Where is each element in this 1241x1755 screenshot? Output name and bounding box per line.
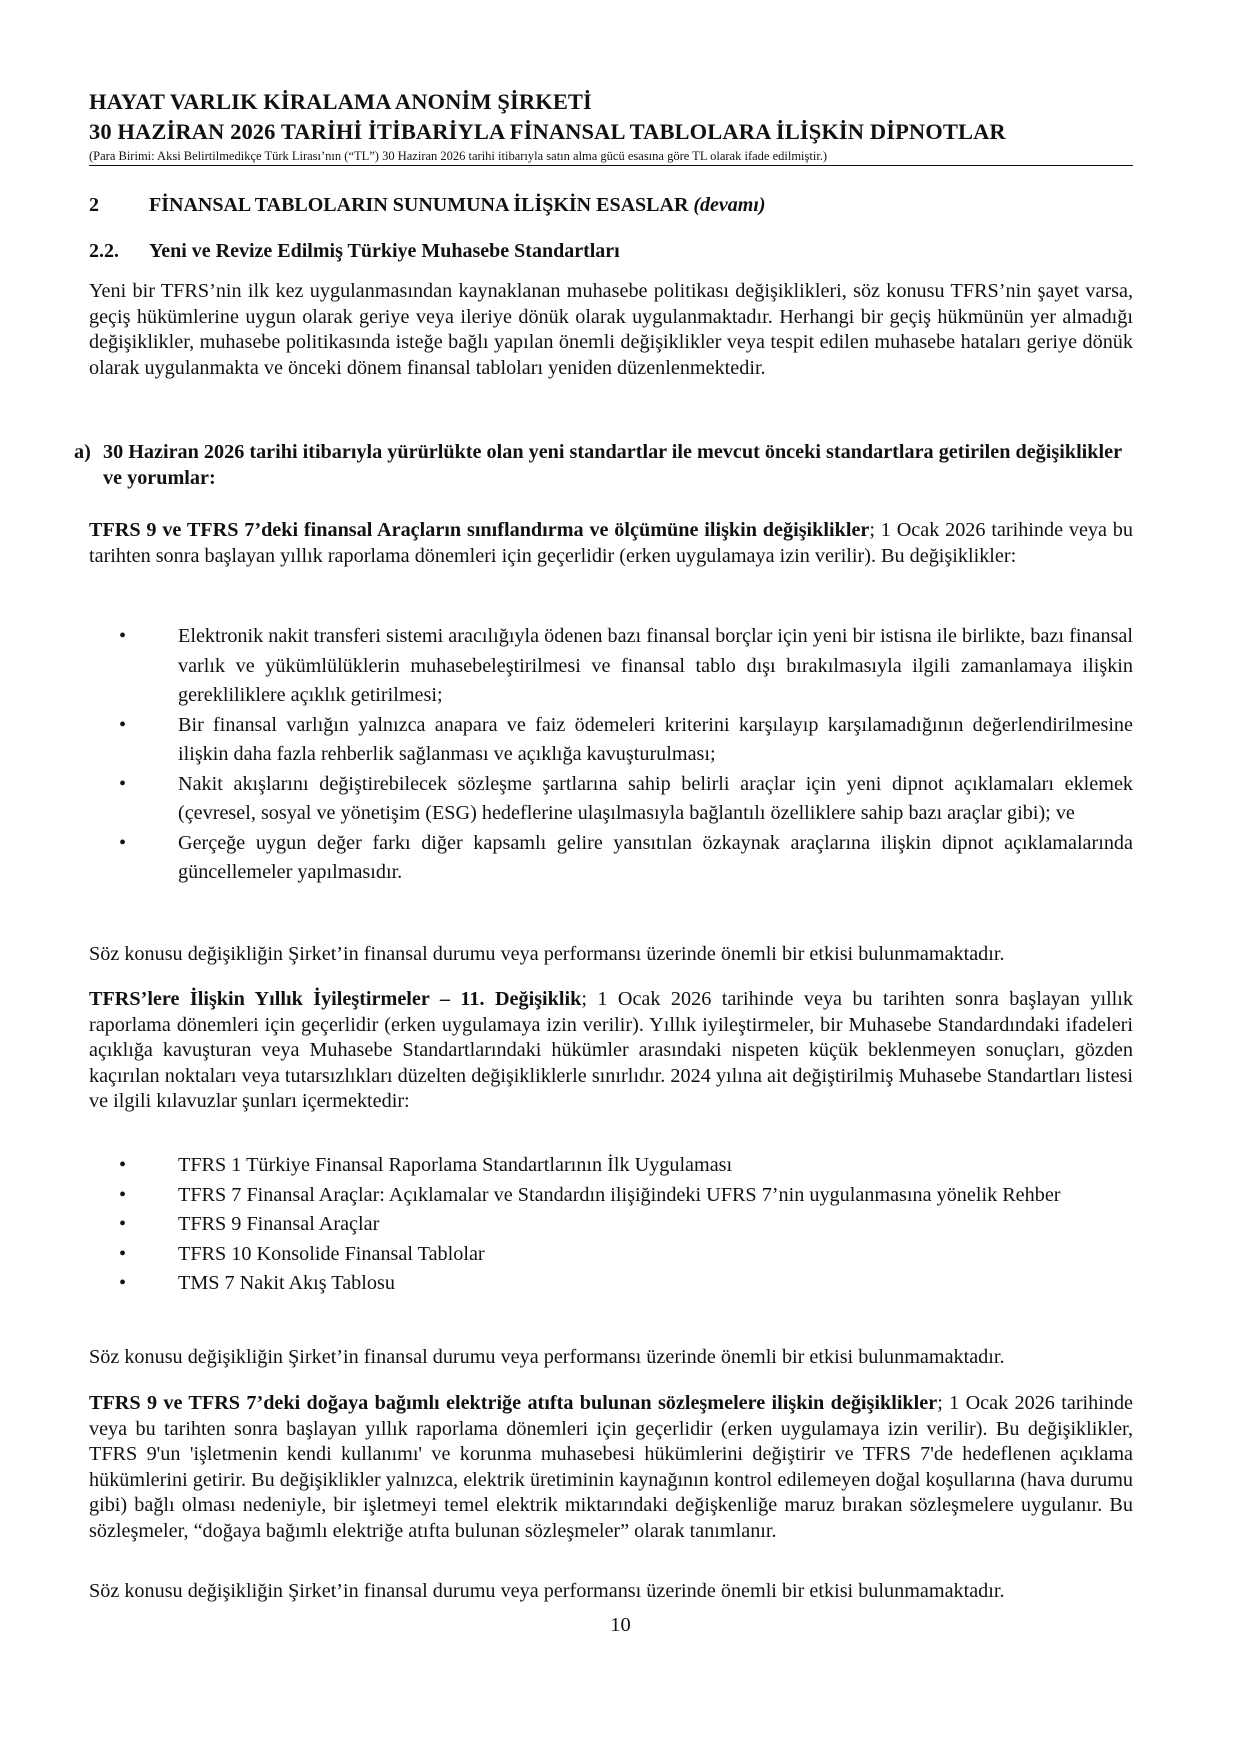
block1-conclusion: Söz konusu değişikliğin Şirket’in finansal durumu veya performansı üzerinde önemli bir etkisi bulunmamaktadır.: [89, 943, 1005, 965]
section-title: FİNANSAL TABLOLARIN SUNUMUNA İLİŞKİN ESASLAR: [149, 194, 689, 216]
item-a-text: 30 Haziran 2026 tarihi itibarıyla yürürlükte olan yeni standartlar ile mevcut önceki standartlara getirilen değişiklikler ve yorumlar:: [103, 441, 1122, 489]
section-number: 2: [89, 194, 99, 216]
list-item: • TFRS 1 Türkiye Finansal Raporlama Standartlarının İlk Uygulaması: [89, 1151, 1133, 1181]
block1-bullet-list: [89, 622, 1133, 888]
block2-conclusion: Söz konusu değişikliğin Şirket’in finansal durumu veya performansı üzerinde önemli bir etkisi bulunmamaktadır.: [89, 1346, 1005, 1368]
list-item: • TMS 7 Nakit Akış Tablosu: [89, 1269, 1133, 1299]
bullet-icon: •: [119, 625, 127, 647]
subsection-title: Yeni ve Revize Edilmiş Türkiye Muhasebe Standartları: [149, 240, 620, 262]
block2-bullet-list: [89, 1151, 1133, 1299]
list-item: • TFRS 9 Finansal Araçlar: [89, 1210, 1133, 1240]
item-a-heading: [74, 440, 1133, 491]
page-number: 10: [610, 1614, 631, 1636]
block3-conclusion: Söz konusu değişikliğin Şirket’in finansal durumu veya performansı üzerinde önemli bir etkisi bulunmamaktadır.: [89, 1580, 1005, 1602]
bullet-icon: •: [119, 772, 127, 795]
bullet-icon: •: [119, 713, 127, 736]
header-divider: [89, 165, 1133, 166]
bullet-icon: •: [119, 831, 127, 854]
subsection-heading: [89, 240, 620, 263]
subsection-number: 2.2.: [89, 240, 119, 262]
bullet-icon: •: [119, 1213, 127, 1235]
block2-text: ; 1 Ocak 2026 tarihinde veya bu tarihten sonra başlayan yıllık raporlama dönemleri için geçerlidir (erken uygulamaya izin verilir). Yıllık iyileştirmeler, bir Muhasebe Standardındaki ifadeleri açıklığa kavuşturan veya Muhasebe Standartlarındaki hükümler arasındaki nispeten küçük beklenmeyen sonuçları, gözden kaçırılan noktaları veya tutarsızlıkları düzelten değişikliklerle sınırlıdır. 2024 yılına ait değiştirilmiş Muhasebe Standartları listesi ve ilgili kılavuzlar şunları içermektedir:: [89, 988, 1133, 1113]
currency-note: (Para Birimi: Aksi Belirtilmedikçe Türk Lirası’nın (“TL”) 30 Haziran 2026 tarihi itibarıyla satın alma gücü esasına göre TL olarak ifade edilmiştir.): [89, 149, 828, 163]
bullet-icon: •: [119, 1272, 127, 1294]
block1-text: ; 1 Ocak 2026 tarihinde veya bu tarihten sonra başlayan yıllık raporlama dönemleri için geçerlidir (erken uygulamaya izin verilir). Bu değişiklikler:: [89, 519, 1133, 567]
block3-title: TFRS 9 ve TFRS 7’deki doğaya bağımlı elektriğe atıfta bulunan sözleşmelere ilişkin değişiklikler: [89, 1392, 938, 1414]
list-item: • Gerçeğe uygun değer farkı diğer kapsamlı gelire yansıtılan özkaynak araçlarına ilişkin dipnot açıklamalarında güncellemeler yapılmasıdır.: [89, 829, 1133, 888]
block3-text: ; 1 Ocak 2026 tarihinde veya bu tarihten sonra başlayan yıllık raporlama dönemleri için geçerlidir (erken uygulamaya izin verilir). Bu değişiklikler, TFRS 9'un 'işletmenin kendi kullanımı' ve korunma muhasebesi hükümlerini değiştirir ve TFRS 7'de hedeflenen açıklama hükümlerini getirir. Bu değişiklikler yalnızca, elektrik üretiminin kaynağının kontrol edilemeyen doğal koşullarına (hava durumu gibi) bağlı olması nedeniyle, bir işletmeyi temel elektrik miktarındaki değişkenliğe maruz bırakan sözleşmelere uygulanır. Bu sözleşmeler, “doğaya bağımlı elektriğe atıfta bulunan sözleşmeler” olarak tanımlanır.: [89, 1392, 1133, 1542]
list-item: • Elektronik nakit transferi sistemi aracılığıyla ödenen bazı finansal borçlar için yeni bir istisna ile birlikte, bazı finansal varlık ve yükümlülüklerin muhasebeleştirilmesi ve finansal tablo dışı bırakılmasıyla ilgili zamanlamaya ilişkin gerekliliklere açıklık getirilmesi;: [89, 622, 1133, 711]
list-item: • TFRS 10 Konsolide Finansal Tablolar: [89, 1240, 1133, 1270]
section-heading: [89, 194, 766, 217]
intro-paragraph: Yeni bir TFRS’nin ilk kez uygulanmasından kaynaklanan muhasebe politikası değişiklikleri, söz konusu TFRS’nin şayet varsa, geçiş hükümlerine uygun olarak geriye veya ileriye dönük olarak uygulanmaktadır. Herhangi bir geçiş hükmünün yer almadığı değişiklikler, muhasebe politikasında isteğe bağlı yapılan önemli değişiklikler veya tespit edilen muhasebe hataları geriye dönük olarak uygulanmakta ve önceki dönem finansal tabloları yeniden düzenlenmektedir.: [89, 280, 1133, 379]
item-a-marker: a): [74, 441, 91, 463]
list-item: • TFRS 7 Finansal Araçlar: Açıklamalar ve Standardın ilişiğindeki UFRS 7’nin uygulanmasına yönelik Rehber: [89, 1181, 1133, 1211]
bullet-icon: •: [119, 1242, 127, 1265]
block1-paragraph: [89, 518, 1133, 569]
list-item: • Nakit akışlarını değiştirebilecek sözleşme şartlarına sahip belirli araçlar için yeni dipnot açıklamaları eklemek (çevresel, sosyal ve yönetişim (ESG) hedeflerine ulaşılmasıyla bağlantılı özelliklere sahip bazı araçlar gibi); ve: [89, 770, 1133, 829]
block2-title: TFRS’lere İlişkin Yıllık İyileştirmeler – 11. Değişiklik: [89, 988, 582, 1010]
bullet-icon: •: [119, 1183, 127, 1206]
section-continued: (devamı): [693, 194, 766, 216]
bullet-icon: •: [119, 1154, 127, 1176]
block1-title: TFRS 9 ve TFRS 7’deki finansal Araçların sınıflandırma ve ölçümüne ilişkin değişiklikler: [89, 519, 870, 541]
block2-paragraph: [89, 987, 1133, 1115]
company-name: HAYAT VARLIK KİRALAMA ANONİM ŞİRKETİ: [89, 89, 592, 114]
page-header: [89, 87, 1133, 165]
block3-paragraph: [89, 1391, 1133, 1545]
list-item: • Bir finansal varlığın yalnızca anapara ve faiz ödemeleri kriterini karşılayıp karşılamadığının değerlendirilmesine ilişkin daha fazla rehberlik sağlanması ve açıklığa kavuşturulması;: [89, 711, 1133, 770]
document-title: 30 HAZİRAN 2026 TARİHİ İTİBARİYLA FİNANSAL TABLOLARA İLİŞKİN DİPNOTLAR: [89, 119, 1006, 144]
